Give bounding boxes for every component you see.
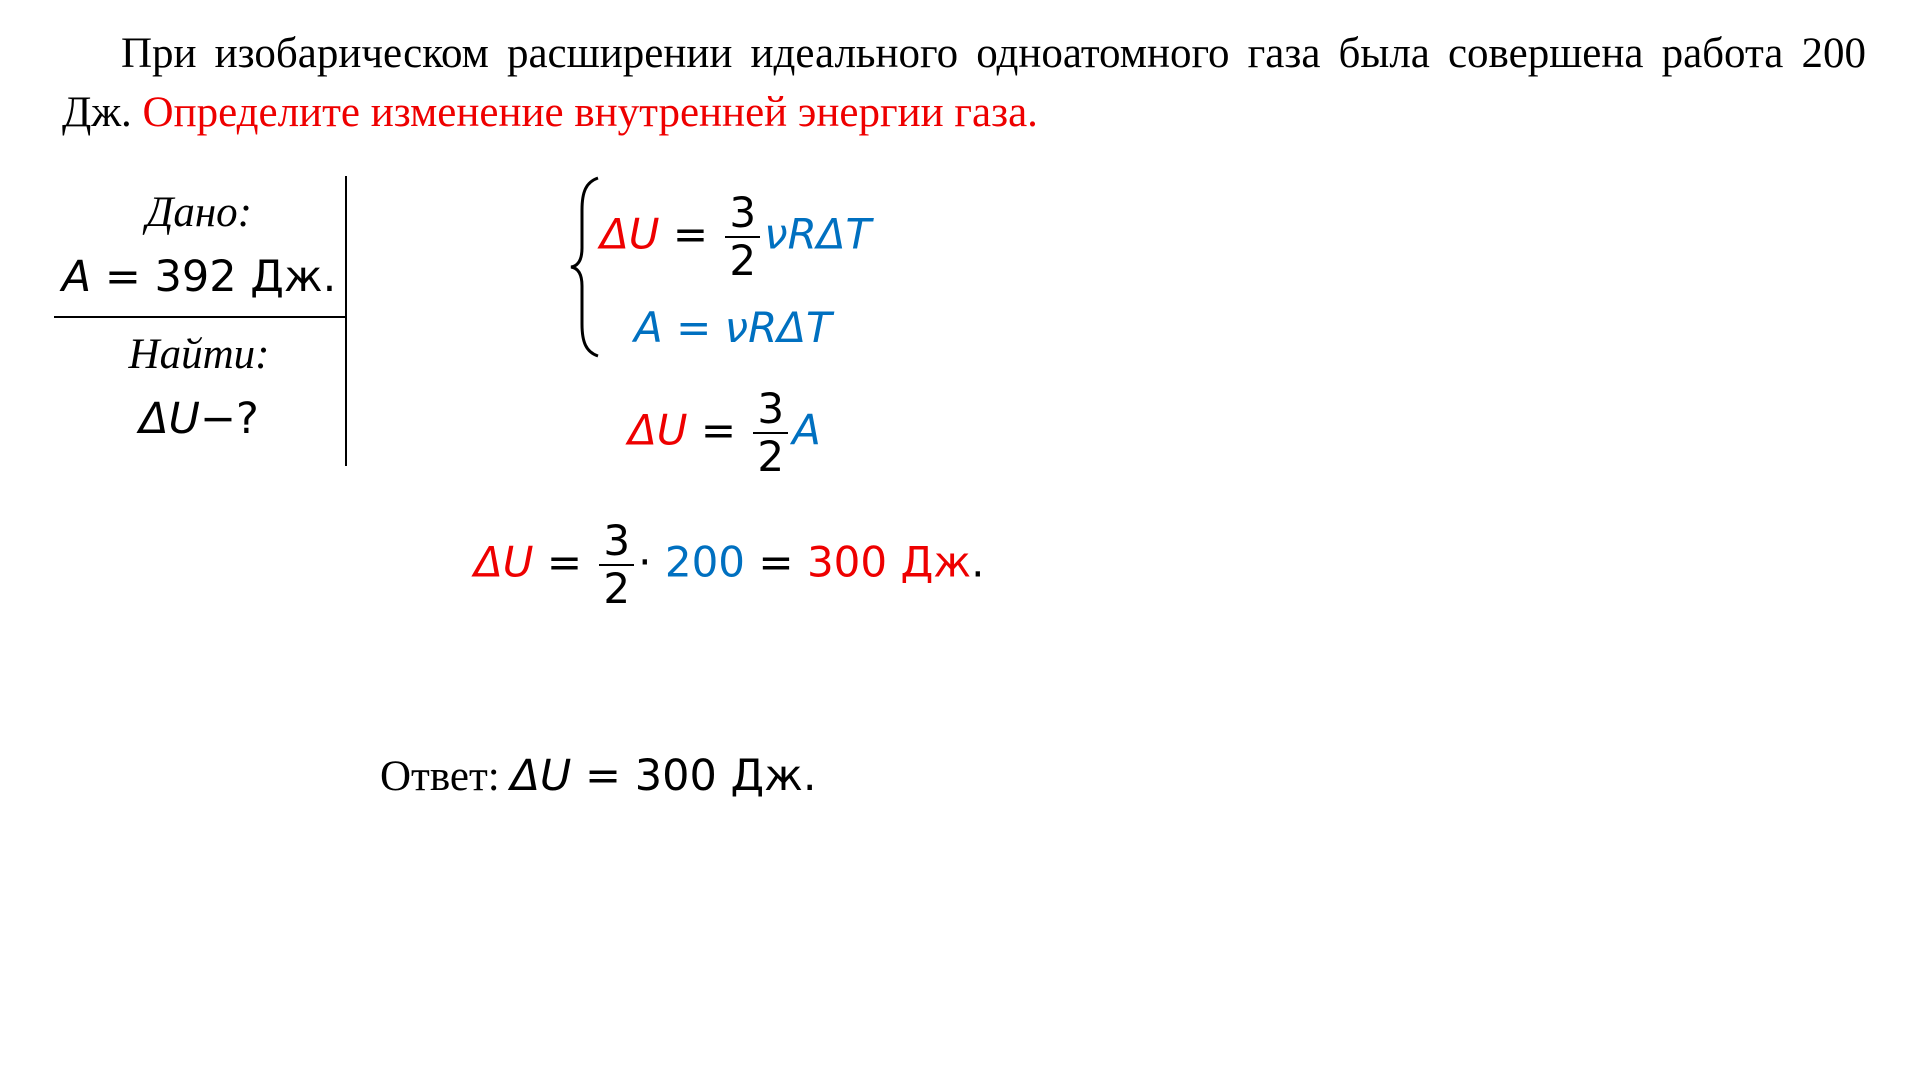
calc-result: 300 Дж [806, 537, 972, 587]
system-line2-lhs: A [634, 303, 663, 352]
derivation-lhs: ΔU [628, 405, 688, 455]
fraction-denominator: 2 [757, 432, 785, 481]
find-line [54, 394, 344, 444]
problem-statement [62, 24, 1866, 142]
calc-fraction [599, 518, 634, 612]
find-label: Найти: [128, 331, 270, 378]
fraction-denominator: 2 [603, 564, 631, 613]
given-find-block [54, 176, 347, 466]
find-symbol: ΔU [139, 394, 201, 444]
answer-value: 300 Дж. [634, 751, 817, 801]
derivation-equation [628, 386, 821, 480]
problem-text: При изобарическом расширении идеального одноатомного газа была совершена работа 200 Дж. [62, 30, 1866, 136]
fraction-numerator: 3 [753, 386, 788, 434]
system-line1-eq: = [672, 209, 709, 259]
fraction-numerator: 3 [599, 518, 634, 566]
given-label: Дано: [145, 189, 252, 236]
answer-line [380, 752, 817, 801]
system-line-1 [600, 190, 871, 284]
answer-label: Ответ: [380, 753, 500, 800]
system-line2-rhs: νRΔT [724, 303, 832, 352]
given-horizontal-divider [54, 316, 346, 318]
fraction-numerator: 3 [725, 190, 760, 238]
system-line2-eq: = [676, 303, 712, 352]
problem-question: Определите изменение внутренней энергии газа. [142, 89, 1038, 136]
calc-eq: = [546, 537, 583, 587]
system-line1-lhs: ΔU [600, 209, 660, 259]
answer-eq: = [585, 751, 622, 801]
derivation-eq: = [700, 405, 737, 455]
fraction-denominator: 2 [729, 236, 757, 285]
answer-lhs: ΔU [510, 751, 572, 801]
calc-dot: · [638, 537, 652, 587]
given-symbol: A [61, 252, 92, 302]
system-line-2 [634, 304, 832, 352]
calc-eq2: = [758, 537, 794, 587]
system-line1-fraction [725, 190, 760, 284]
given-value: 392 Дж. [154, 252, 337, 302]
system-line1-rhs: νRΔT [764, 209, 872, 259]
calc-period: . [971, 537, 985, 587]
find-suffix: −? [200, 394, 259, 444]
given-value-line [54, 252, 344, 302]
derivation-fraction [753, 386, 788, 480]
derivation-rhs: A [792, 405, 821, 455]
calc-value: 200 [664, 537, 746, 587]
system-brace [568, 176, 602, 358]
calc-lhs: ΔU [474, 537, 534, 587]
calculation-equation [474, 518, 984, 612]
given-eq: = [104, 252, 141, 302]
given-vertical-divider [345, 176, 347, 466]
